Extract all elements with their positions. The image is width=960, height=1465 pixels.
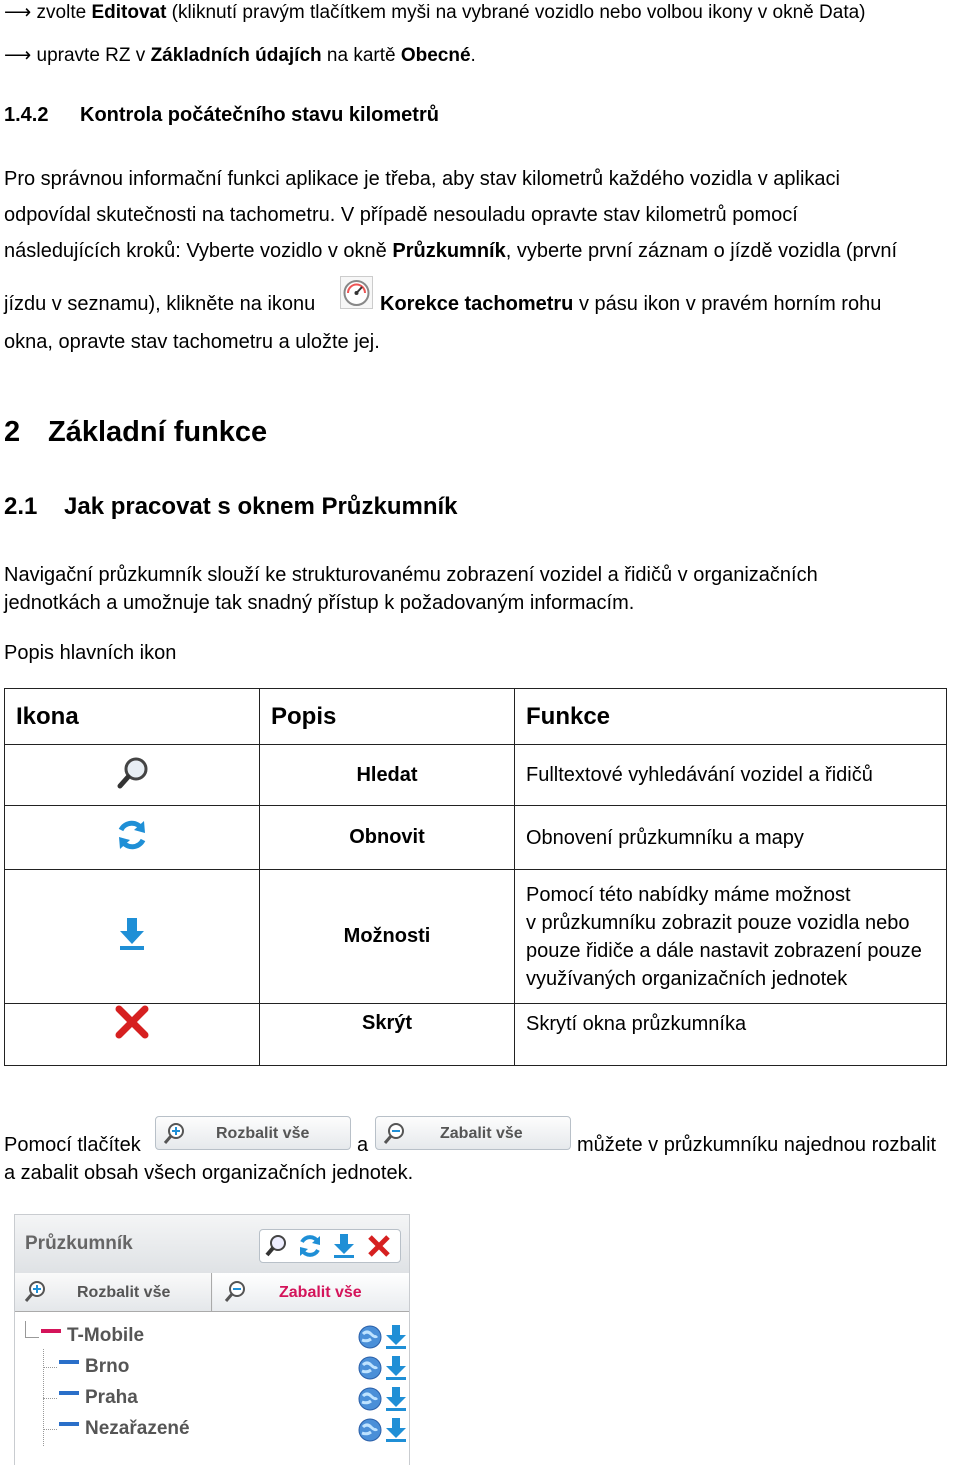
intro-line-1: ⟶ zvolte Editovat (kliknutí pravým tlačítkem myši na vybrané vozidlo nebo volbou ikony v okně Data): [4, 2, 866, 23]
tree-node-brno[interactable]: Brno: [85, 1356, 130, 1377]
download-arrow-icon[interactable]: [385, 1355, 407, 1381]
table-cell-funkce: Fulltextové vyhledávání vozidel a řidičů: [515, 745, 947, 806]
table-row: [5, 745, 947, 806]
table-cell-popis: Skrýt: [260, 1004, 515, 1066]
download-arrow-icon[interactable]: [332, 1233, 356, 1259]
paragraph-line: jednotkách a umožnuje tak snadný přístup k požadovaným informacím.: [4, 592, 635, 614]
funkce-line: pouze řidiče a dále nastavit zobrazení pouze: [526, 939, 922, 962]
zoom-out-icon: [223, 1279, 249, 1305]
explorer-titlebar: [15, 1215, 409, 1274]
download-arrow-icon: [117, 916, 147, 957]
refresh-icon: [114, 817, 150, 858]
globe-icon[interactable]: [357, 1417, 383, 1443]
table-cell-popis: Obnovit: [260, 806, 515, 870]
tree-node-nezarazene[interactable]: Nezařazené: [85, 1418, 190, 1439]
paragraph-word: a: [357, 1134, 369, 1156]
expand-all-button[interactable]: [15, 1273, 212, 1311]
explorer-icon-bar: [259, 1229, 401, 1263]
explorer-title: Průzkumník: [25, 1233, 133, 1254]
column-header: Popis: [260, 689, 515, 745]
tree-line: [25, 1337, 39, 1338]
explorer-screenshot: [14, 1214, 410, 1465]
collapse-all-button-image: Zabalit vše: [375, 1116, 571, 1150]
globe-icon[interactable]: [357, 1324, 383, 1350]
paragraph-line: jízdu v seznamu), klikněte na ikonu: [4, 293, 316, 315]
table-row: [5, 1004, 947, 1066]
paragraph-line: a zabalit obsah všech organizačních jednotek.: [4, 1162, 414, 1184]
table-header-row: [5, 689, 947, 745]
minus-icon[interactable]: [59, 1391, 79, 1395]
expand-all-button-image: Rozbalit vše: [155, 1116, 351, 1150]
paragraph-line: Navigační průzkumník slouží ke strukturovanému zobrazení vozidel a řidičů v organizačních: [4, 564, 818, 586]
minus-icon[interactable]: [59, 1422, 79, 1426]
table-cell-popis: Možnosti: [260, 870, 515, 1004]
globe-icon[interactable]: [357, 1386, 383, 1412]
paragraph-line: odpovídal skutečnosti na tachometru. V případě nesouladu opravte stav kilometrů pomocí: [4, 204, 798, 226]
minus-icon[interactable]: [59, 1360, 79, 1364]
intro-line-2: ⟶ upravte RZ v Základních údajích na kartě Obecné.: [4, 45, 476, 66]
minus-icon[interactable]: [41, 1329, 61, 1333]
tree-line: [43, 1398, 57, 1399]
tree-line: [25, 1321, 27, 1337]
explorer-toolbar: [15, 1273, 409, 1312]
expand-all-label: Rozbalit vše: [77, 1284, 171, 1301]
paragraph-line: následujících kroků: Vyberte vozidlo v okně Průzkumník, vyberte první záznam o jízdě vozidla (první: [4, 240, 897, 262]
table-caption: Popis hlavních ikon: [4, 642, 177, 664]
tachometer-icon: [340, 276, 373, 309]
download-arrow-icon[interactable]: [385, 1324, 407, 1350]
table-cell-funkce: Obnovení průzkumníku a mapy: [515, 806, 947, 870]
paragraph-line: okna, opravte stav tachometru a uložte jej.: [4, 331, 380, 353]
tree-node-t-mobile[interactable]: T-Mobile: [67, 1325, 145, 1346]
funkce-line: Pomocí této nabídky máme možnost: [526, 883, 851, 906]
funkce-line: v průzkumníku zobrazit pouze vozidla nebo: [526, 911, 910, 934]
funkce-line: využívaných organizačních jednotek: [526, 967, 848, 990]
chapter-number: 2: [4, 416, 21, 448]
magnifier-icon: [116, 755, 152, 796]
close-x-icon[interactable]: [366, 1233, 392, 1259]
collapse-all-label: Zabalit vše: [279, 1284, 362, 1301]
tree-line: [43, 1367, 57, 1368]
chapter-title: Základní funkce: [48, 416, 268, 448]
magnifier-icon[interactable]: [263, 1233, 289, 1259]
tree-node-praha[interactable]: Praha: [85, 1387, 138, 1408]
section-2-1-title: Jak pracovat s oknem Průzkumník: [64, 493, 458, 520]
refresh-icon[interactable]: [297, 1233, 323, 1259]
table-row: [5, 870, 947, 1004]
close-x-icon: [114, 1004, 150, 1045]
tree-line: [43, 1429, 57, 1430]
download-arrow-icon[interactable]: [385, 1386, 407, 1412]
paragraph-line: Pro správnou informační funkci aplikace je třeba, aby stav kilometrů každého vozidla v aplikaci: [4, 168, 840, 190]
table-row: [5, 806, 947, 870]
table-cell-popis: Hledat: [260, 745, 515, 806]
paragraph-line: můžete v průzkumníku najednou rozbalit: [577, 1134, 937, 1156]
download-arrow-icon[interactable]: [385, 1417, 407, 1443]
paragraph-line: Pomocí tlačítek: [4, 1134, 141, 1156]
section-1-4-2-number: 1.4.2: [4, 104, 49, 126]
column-header: Funkce: [515, 689, 947, 745]
section-1-4-2-title: Kontrola počátečního stavu kilometrů: [80, 104, 439, 126]
globe-icon[interactable]: [357, 1355, 383, 1381]
table-cell-funkce: Skrytí okna průzkumníka: [515, 1004, 947, 1066]
paragraph-line: Korekce tachometru v pásu ikon v pravém horním rohu: [380, 293, 882, 315]
collapse-all-button[interactable]: [213, 1273, 409, 1311]
icons-table: [4, 688, 947, 1066]
zoom-in-icon: [23, 1279, 49, 1305]
column-header: Ikona: [5, 689, 260, 745]
section-2-1-number: 2.1: [4, 493, 38, 520]
